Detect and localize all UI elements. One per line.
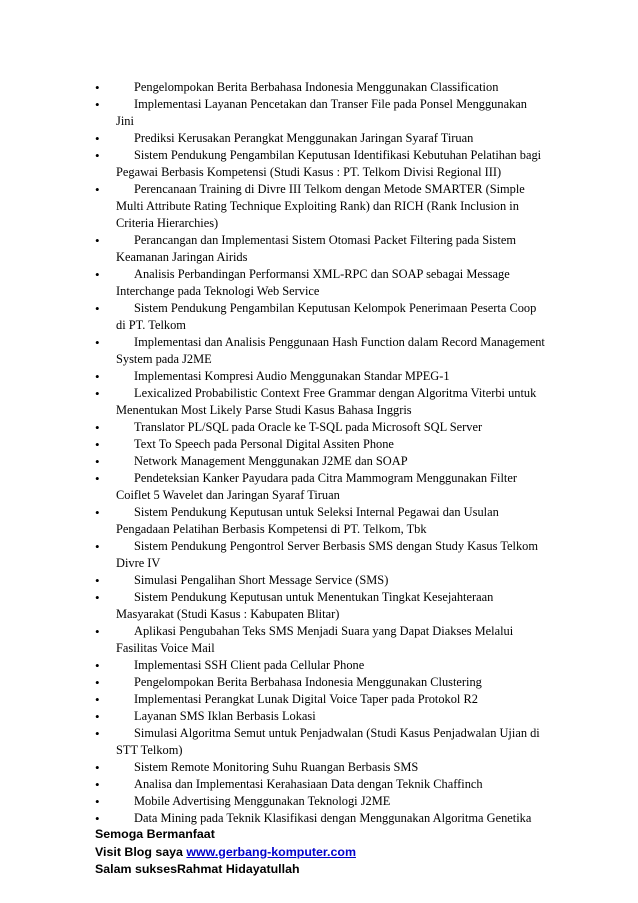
bullet-icon [95, 538, 116, 556]
bullet-icon [95, 572, 116, 590]
bullet-icon [95, 266, 116, 284]
list-item-text: Perencanaan Training di Divre III Telkom dengan Metode SMARTER (Simple Multi Attribute Rating Technique Exploiting Rank) dan RICH (Rank Inclusion in Criteria Hierarchies) [116, 182, 525, 230]
list-item-text: Aplikasi Pengubahan Teks SMS Menjadi Suara yang Dapat Diakses Melalui Fasilitas Voice Mail [116, 624, 514, 655]
list-item [95, 181, 545, 232]
closing-line: Semoga Bermanfaat [95, 827, 215, 841]
list-item [95, 266, 545, 300]
list-item [95, 385, 545, 419]
bullet-icon [95, 181, 116, 199]
bullet-icon [95, 79, 116, 97]
bullet-icon [95, 96, 116, 114]
bullet-icon [95, 759, 116, 777]
blog-prefix: Visit Blog saya [95, 844, 187, 859]
bullet-icon [95, 436, 116, 454]
list-item [95, 674, 545, 691]
bullet-icon [95, 368, 116, 386]
list-item-text: Pendeteksian Kanker Payudara pada Citra Mammogram Menggunakan Filter Coiflet 5 Wavelet dan Jaringan Syaraf Tiruan [116, 471, 517, 502]
bullet-icon [95, 130, 116, 148]
bullet-icon [95, 385, 116, 403]
list-item-text: Sistem Pendukung Keputusan untuk Menentukan Tingkat Kesejahteraan Masyarakat (Studi Kasus : Kabupaten Blitar) [116, 590, 494, 621]
list-item [95, 453, 545, 470]
list-item [95, 232, 545, 266]
list-item [95, 759, 545, 776]
list-item-text: Mobile Advertising Menggunakan Teknologi J2ME [134, 794, 391, 808]
list-item-text: Analisa dan Implementasi Kerahasiaan Data dengan Teknik Chaffinch [134, 777, 483, 791]
list-item [95, 725, 545, 759]
bullet-icon [95, 419, 116, 437]
list-item [95, 470, 545, 504]
bullet-icon [95, 691, 116, 709]
list-item-text: Prediksi Kerusakan Perangkat Menggunakan Jaringan Syaraf Tiruan [134, 131, 474, 145]
list-item [95, 776, 545, 793]
list-item-text: Implementasi dan Analisis Penggunaan Hash Function dalam Record Management System pada J2ME [116, 335, 545, 366]
bullet-icon [95, 623, 116, 641]
list-item [95, 419, 545, 436]
list-item [95, 504, 545, 538]
list-item [95, 538, 545, 572]
bullet-icon [95, 793, 116, 811]
bullet-icon [95, 589, 116, 607]
bullet-icon [95, 708, 116, 726]
bullet-icon [95, 776, 116, 794]
thesis-title-list [95, 79, 545, 827]
list-item-text: Implementasi Layanan Pencetakan dan Transer File pada Ponsel Menggunakan Jini [116, 97, 527, 128]
list-item [95, 810, 545, 827]
bullet-icon [95, 504, 116, 522]
footer [95, 826, 356, 879]
bullet-icon [95, 300, 116, 318]
bullet-icon [95, 453, 116, 471]
bullet-icon [95, 725, 116, 743]
list-item [95, 96, 545, 130]
bullet-icon [95, 232, 116, 250]
list-item-text: Pengelompokan Berita Berbahasa Indonesia Menggunakan Classification [134, 80, 499, 94]
blog-link[interactable]: www.gerbang-komputer.com [186, 844, 356, 859]
list-item-text: Layanan SMS Iklan Berbasis Lokasi [134, 709, 316, 723]
list-item [95, 623, 545, 657]
list-item-text: Perancangan dan Implementasi Sistem Otomasi Packet Filtering pada Sistem Keamanan Jaringan Airids [116, 233, 516, 264]
list-item-text: Pengelompokan Berita Berbahasa Indonesia Menggunakan Clustering [134, 675, 482, 689]
list-item [95, 334, 545, 368]
list-item [95, 708, 545, 725]
list-item [95, 300, 545, 334]
list-item [95, 130, 545, 147]
list-item [95, 79, 545, 96]
signature-line: Salam suksesRahmat Hidayatullah [95, 862, 300, 876]
list-item-text: Implementasi Perangkat Lunak Digital Voice Taper pada Protokol R2 [134, 692, 478, 706]
list-item [95, 657, 545, 674]
bullet-icon [95, 657, 116, 675]
list-item [95, 368, 545, 385]
list-item-text: Text To Speech pada Personal Digital Assiten Phone [134, 437, 394, 451]
list-item-text: Implementasi SSH Client pada Cellular Phone [134, 658, 365, 672]
list-item-text: Network Management Menggunakan J2ME dan SOAP [134, 454, 408, 468]
list-item [95, 147, 545, 181]
list-item-text: Sistem Pendukung Pengambilan Keputusan Identifikasi Kebutuhan Pelatihan bagi Pegawai Berbasis Kompetensi (Studi Kasus : PT. Telkom Divisi Regional III) [116, 148, 542, 179]
list-item-text: Lexicalized Probabilistic Context Free Grammar dengan Algoritma Viterbi untuk Menentukan Most Likely Parse Studi Kasus Bahasa Inggris [116, 386, 537, 417]
blog-line [95, 844, 356, 862]
list-item [95, 691, 545, 708]
list-item-text: Analisis Perbandingan Performansi XML-RPC dan SOAP sebagai Message Interchange pada Teknologi Web Service [116, 267, 510, 298]
bullet-icon [95, 334, 116, 352]
list-item-text: Simulasi Algoritma Semut untuk Penjadwalan (Studi Kasus Penjadwalan Ujian di STT Telkom) [116, 726, 540, 757]
bullet-icon [95, 470, 116, 488]
list-item-text: Sistem Pendukung Pengontrol Server Berbasis SMS dengan Study Kasus Telkom Divre IV [116, 539, 538, 570]
bullet-icon [95, 147, 116, 165]
list-item-text: Implementasi Kompresi Audio Menggunakan Standar MPEG-1 [134, 369, 450, 383]
list-item [95, 572, 545, 589]
list-item-text: Sistem Pendukung Pengambilan Keputusan Kelompok Penerimaan Peserta Coop di PT. Telkom [116, 301, 537, 332]
bullet-icon [95, 674, 116, 692]
list-item [95, 436, 545, 453]
list-item [95, 793, 545, 810]
list-item-text: Data Mining pada Teknik Klasifikasi dengan Menggunakan Algoritma Genetika [134, 811, 532, 825]
list-item-text: Translator PL/SQL pada Oracle ke T-SQL pada Microsoft SQL Server [134, 420, 483, 434]
list-item-text: Simulasi Pengalihan Short Message Service (SMS) [134, 573, 389, 587]
list-item-text: Sistem Pendukung Keputusan untuk Seleksi Internal Pegawai dan Usulan Pengadaan Pelatihan Berbasis Kompetensi di PT. Telkom, Tbk [116, 505, 499, 536]
list-item [95, 589, 545, 623]
list-item-text: Sistem Remote Monitoring Suhu Ruangan Berbasis SMS [134, 760, 419, 774]
